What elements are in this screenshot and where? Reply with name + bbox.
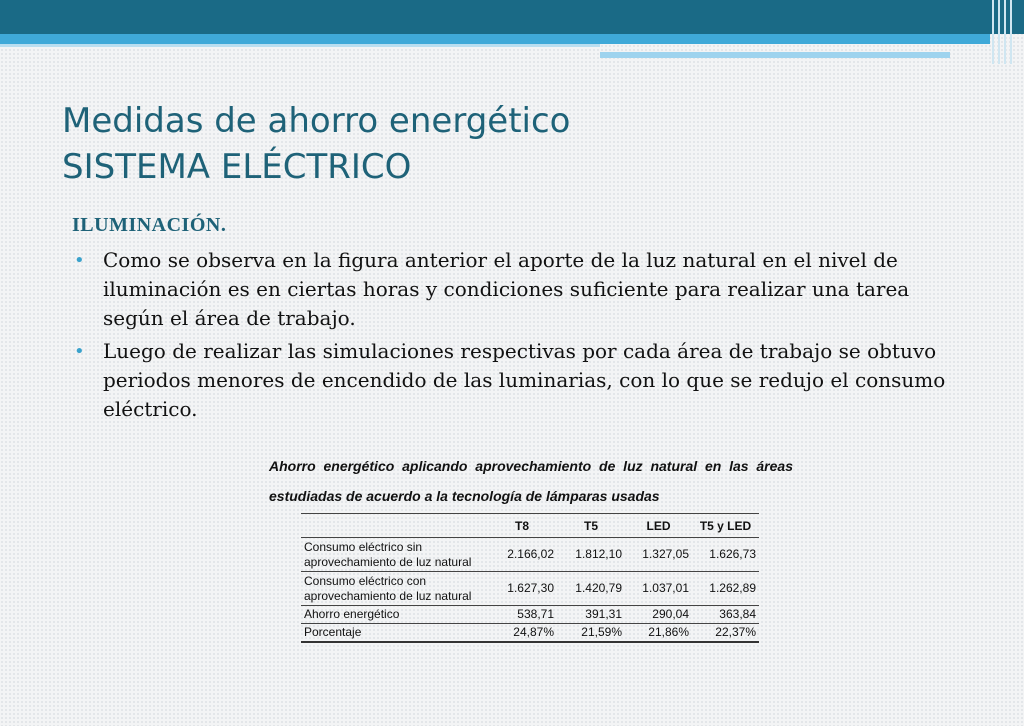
value-cell: 1.262,89 [692, 572, 759, 606]
header-cell: T8 [487, 514, 557, 538]
title-line-1: Medidas de ahorro energético [62, 101, 571, 141]
header-band [0, 0, 1024, 34]
row-label: Porcentaje [301, 624, 487, 642]
value-cell: 391,31 [557, 606, 625, 624]
value-cell: 1.812,10 [557, 538, 625, 572]
section-heading: ILUMINACIÓN. [72, 214, 227, 236]
value-cell: 1.626,73 [692, 538, 759, 572]
table-caption: Ahorro energético aplicando aprovechamiento de luz natural en las áreas estudiadas de acuerdo a la tecnología de lámparas usadas [269, 458, 793, 504]
value-cell: 363,84 [692, 606, 759, 624]
header-stripe-thin [0, 44, 600, 47]
value-cell: 21,59% [557, 624, 625, 642]
value-cell: 1.420,79 [557, 572, 625, 606]
header-cell: T5 y LED [692, 514, 759, 538]
header-stripe-accent [600, 52, 950, 58]
value-cell: 1.627,30 [487, 572, 557, 606]
header-cell: T5 [557, 514, 625, 538]
title-line-2: SISTEMA ELÉCTRICO [62, 147, 412, 187]
row-label: Ahorro energético [301, 606, 487, 624]
energy-savings-table [301, 513, 759, 643]
value-cell: 1.037,01 [625, 572, 692, 606]
header-stripe [0, 34, 990, 44]
corner-decoration [990, 0, 1014, 64]
bullet-item: • Como se observa en la figura anterior el aporte de la luz natural en el nivel de iluminación es en ciertas horas y condiciones suficiente para realizar una tarea según el área de trabajo. [72, 246, 972, 333]
slide-title [62, 98, 570, 190]
bullet-list [72, 246, 972, 428]
header-cell [301, 514, 487, 538]
value-cell: 22,37% [692, 624, 759, 642]
value-cell: 24,87% [487, 624, 557, 642]
table-row [301, 624, 759, 642]
row-label: Consumo eléctrico con aprovechamiento de luz natural [301, 572, 487, 606]
value-cell: 538,71 [487, 606, 557, 624]
row-label: Consumo eléctrico sin aprovechamiento de luz natural [301, 538, 487, 572]
value-cell: 21,86% [625, 624, 692, 642]
table-row [301, 538, 759, 572]
value-cell: 1.327,05 [625, 538, 692, 572]
value-cell: 2.166,02 [487, 538, 557, 572]
header-cell: LED [625, 514, 692, 538]
value-cell: 290,04 [625, 606, 692, 624]
table-row [301, 572, 759, 606]
table-row [301, 606, 759, 624]
table-header-row [301, 514, 759, 538]
bullet-item: • Luego de realizar las simulaciones respectivas por cada área de trabajo se obtuvo periodos menores de encendido de las luminarias, con lo que se redujo el consumo eléctrico. [72, 337, 972, 424]
